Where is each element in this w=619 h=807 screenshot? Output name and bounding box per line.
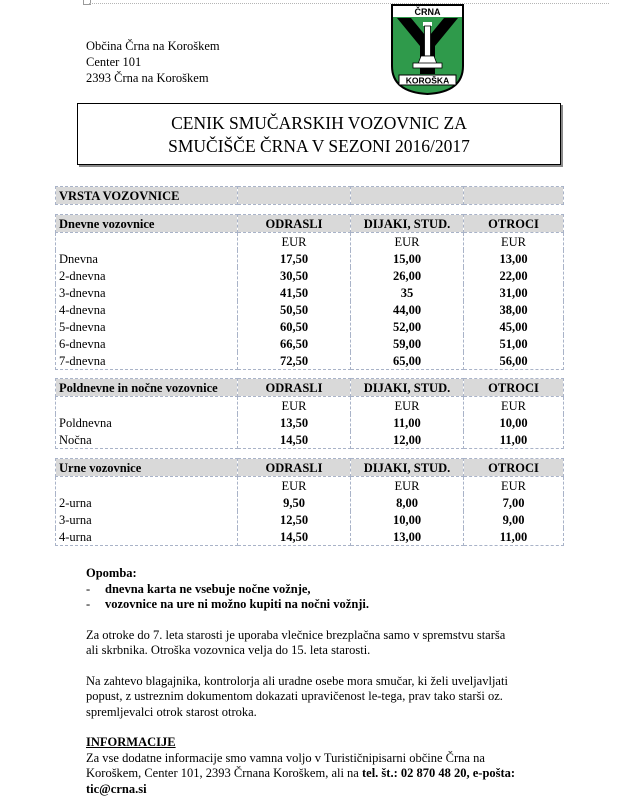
ticket-name: Poldnevna xyxy=(56,414,238,431)
daily-section-heading: Dnevne vozovnice xyxy=(56,215,238,233)
price-adults: 17,50 xyxy=(238,250,351,267)
price-adults: 9,50 xyxy=(238,494,351,511)
ticket-name: 5-dnevna xyxy=(56,318,238,335)
price-students: 52,00 xyxy=(351,318,464,335)
price-adults: 50,50 xyxy=(238,301,351,318)
notes-section xyxy=(86,566,566,797)
col-children: OTROCI xyxy=(464,215,564,233)
info-line-2-text: Koroškem, Center 101, 2393 Črnana Koroškem, ali na xyxy=(86,766,362,780)
children-note-line-2: ali skrbnika. Otroška vozovnica velja do 15. leta starosti. xyxy=(86,643,371,657)
address-line-1: Občina Črna na Koroškem xyxy=(86,39,220,53)
list-item xyxy=(86,582,566,598)
price-adults: 13,50 xyxy=(238,414,351,431)
price-children: 13,00 xyxy=(464,250,564,267)
table-row xyxy=(56,528,564,546)
title-line-2: SMUČIŠČE ČRNA V SEZONI 2016/2017 xyxy=(168,136,470,156)
price-adults: 30,50 xyxy=(238,267,351,284)
info-line-2 xyxy=(86,766,566,782)
price-children: 45,00 xyxy=(464,318,564,335)
price-children: 7,00 xyxy=(464,494,564,511)
price-adults: 14,50 xyxy=(238,528,351,546)
currency-label: EUR xyxy=(238,397,351,415)
control-note-line-2: popust, z ustreznim dokumentom dokazati upravičenost le-tega, prav tako starši oz. xyxy=(86,689,503,703)
list-item xyxy=(86,597,566,613)
price-children: 10,00 xyxy=(464,414,564,431)
table-row xyxy=(56,335,564,352)
price-students: 65,00 xyxy=(351,352,464,370)
col-children: OTROCI xyxy=(464,379,564,397)
children-note-line-1: Za otroke do 7. leta starosti je uporaba vlečnice brezplačna samo v spremstvu starša xyxy=(86,627,506,642)
price-adults: 14,50 xyxy=(238,431,351,449)
price-students: 59,00 xyxy=(351,335,464,352)
price-students: 8,00 xyxy=(351,494,464,511)
ticket-type-heading: VRSTA VOZOVNICE xyxy=(56,187,238,205)
bullet-dash: - xyxy=(86,597,91,611)
info-heading: INFORMACIJE xyxy=(86,735,176,749)
note-item: vozovnice na ure ni možno kupiti na nočni vožnji. xyxy=(105,597,370,611)
price-children: 31,00 xyxy=(464,284,564,301)
table-row xyxy=(56,352,564,370)
table-row xyxy=(56,301,564,318)
hourly-tickets-table xyxy=(55,458,564,546)
currency-label: EUR xyxy=(351,477,464,495)
price-children: 38,00 xyxy=(464,301,564,318)
currency-label: EUR xyxy=(464,477,564,495)
info-line-1: Za vse dodatne informacije smo vamna voljo v Turističnipisarni občine Črna na xyxy=(86,750,485,765)
price-children: 22,00 xyxy=(464,267,564,284)
ticket-name: Nočna xyxy=(56,431,238,449)
price-students: 44,00 xyxy=(351,301,464,318)
half-day-section-heading: Poldnevne in nočne vozovnice xyxy=(56,379,238,397)
currency-label: EUR xyxy=(351,233,464,251)
price-adults: 66,50 xyxy=(238,335,351,352)
ticket-name: Dnevna xyxy=(56,250,238,267)
table-row xyxy=(56,318,564,335)
price-children: 56,00 xyxy=(464,352,564,370)
table-row xyxy=(56,494,564,511)
col-adults: ODRASLI xyxy=(238,215,351,233)
page-margin-line xyxy=(89,3,609,4)
col-students: DIJAKI, STUD. xyxy=(351,459,464,477)
ticket-name: 2-urna xyxy=(56,494,238,511)
table-row xyxy=(56,267,564,284)
contact-phone: tel. št.: 02 870 48 20, e-pošta: xyxy=(361,766,516,780)
price-adults: 60,50 xyxy=(238,318,351,335)
ticket-name: 4-dnevna xyxy=(56,301,238,318)
ticket-name: 7-dnevna xyxy=(56,352,238,370)
price-children: 11,00 xyxy=(464,431,564,449)
bullet-dash: - xyxy=(86,581,91,596)
currency-label: EUR xyxy=(351,397,464,415)
half-day-night-tickets-table xyxy=(55,378,564,449)
table-row xyxy=(56,511,564,528)
municipality-coat-of-arms xyxy=(391,4,464,95)
address-line-3: 2393 Črna na Koroškem xyxy=(86,71,209,85)
currency-label: EUR xyxy=(238,477,351,495)
sender-address xyxy=(86,38,220,86)
hourly-section-heading: Urne vozovnice xyxy=(56,459,238,477)
price-students: 11,00 xyxy=(351,414,464,431)
currency-label: EUR xyxy=(464,397,564,415)
price-students: 13,00 xyxy=(351,528,464,546)
price-students: 12,00 xyxy=(351,431,464,449)
ticket-type-header-table xyxy=(55,186,564,205)
note-item: dnevna karta ne vsebuje nočne vožnje, xyxy=(105,581,311,596)
note-heading: Opomba: xyxy=(86,566,137,580)
price-children: 9,00 xyxy=(464,511,564,528)
ticket-name: 6-dnevna xyxy=(56,335,238,352)
table-row xyxy=(56,284,564,301)
ticket-name: 4-urna xyxy=(56,528,238,546)
price-students: 35 xyxy=(351,284,464,301)
price-adults: 41,50 xyxy=(238,284,351,301)
daily-tickets-table xyxy=(55,214,564,370)
ticket-name: 2-dnevna xyxy=(56,267,238,284)
contact-email: tic@crna.si xyxy=(86,781,147,796)
price-adults: 72,50 xyxy=(238,352,351,370)
price-adults: 12,50 xyxy=(238,511,351,528)
logo-top-text: ČRNA xyxy=(414,7,441,17)
control-note-line-3: spremljevalci otrok starost otroka. xyxy=(86,704,257,719)
col-students: DIJAKI, STUD. xyxy=(351,379,464,397)
col-adults: ODRASLI xyxy=(238,379,351,397)
col-adults: ODRASLI xyxy=(238,459,351,477)
address-line-2: Center 101 xyxy=(86,55,142,69)
currency-label: EUR xyxy=(238,233,351,251)
col-students: DIJAKI, STUD. xyxy=(351,215,464,233)
table-row xyxy=(56,250,564,267)
table-row xyxy=(56,431,564,449)
table-row xyxy=(56,414,564,431)
document-title-box xyxy=(77,103,561,165)
price-children: 11,00 xyxy=(464,528,564,546)
ticket-name: 3-urna xyxy=(56,511,238,528)
col-children: OTROCI xyxy=(464,459,564,477)
currency-label: EUR xyxy=(464,233,564,251)
price-students: 15,00 xyxy=(351,250,464,267)
control-note-line-1: Na zahtevo blagajnika, kontrolorja ali uradne osebe mora smučar, ki želi uveljavljati xyxy=(86,673,508,688)
logo-bottom-text: KOROŠKA xyxy=(405,75,450,86)
price-students: 10,00 xyxy=(351,511,464,528)
ticket-name: 3-dnevna xyxy=(56,284,238,301)
price-students: 26,00 xyxy=(351,267,464,284)
price-children: 51,00 xyxy=(464,335,564,352)
title-line-1: CENIK SMUČARSKIH VOZOVNIC ZA xyxy=(171,113,467,133)
